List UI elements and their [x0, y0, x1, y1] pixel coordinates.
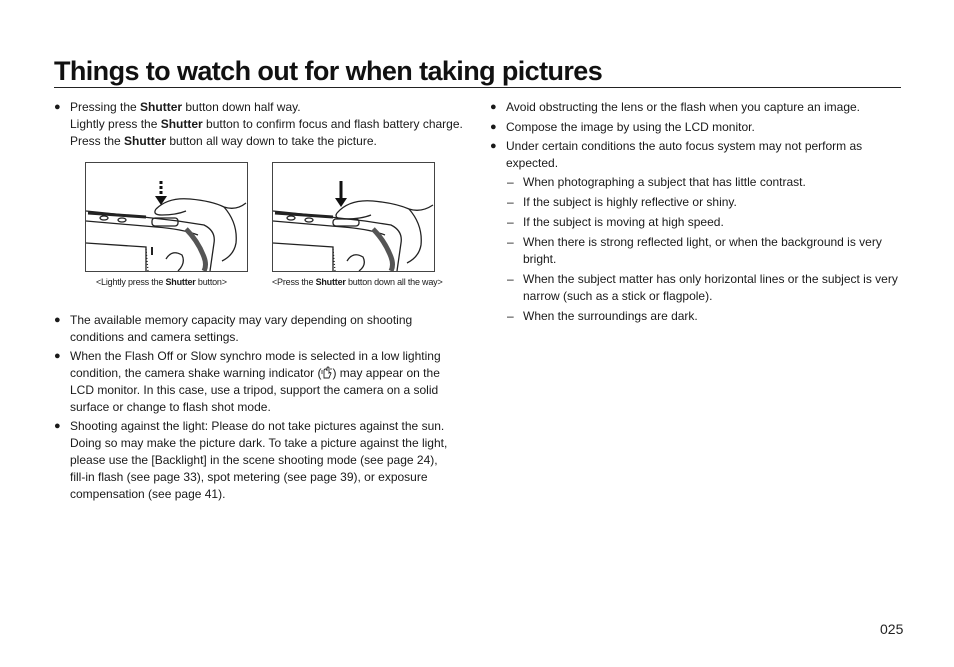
bullet: ● [490, 121, 497, 133]
left-column [54, 99, 474, 150]
flash-item [54, 348, 454, 416]
arrow-down-dashed-icon [155, 181, 167, 205]
bullet-item [490, 119, 902, 136]
bullet-text: Avoid obstructing the lens or the flash when you capture an image. [506, 100, 860, 114]
full-press-illustration [272, 162, 435, 272]
shutter-item [54, 99, 474, 150]
half-press-illustration [85, 162, 248, 272]
sub-item [490, 308, 902, 325]
dash: – [507, 309, 514, 323]
full-press-caption: <Press the Shutter button down all the way> [272, 277, 443, 287]
bullet: ● [54, 101, 61, 113]
sub-item-text: If the subject is moving at high speed. [523, 215, 724, 229]
arrow-down-solid-icon [335, 181, 347, 207]
sub-item [490, 271, 902, 305]
bullet-text: Compose the image by using the LCD monitor. [506, 120, 755, 134]
camera-hand-half-press [86, 163, 247, 271]
sub-item [490, 174, 902, 191]
flash-text-start: When the Flash Off or Slow synchro mode is selected in a low lighting condition, the camera shake warning indicator ( [70, 349, 441, 380]
bullet: ● [54, 350, 61, 362]
memory-item [54, 312, 454, 346]
dash: – [507, 235, 514, 249]
bullet-item [490, 138, 902, 172]
sub-item-text: If the subject is highly reflective or shiny. [523, 195, 737, 209]
page-number: 025 [880, 621, 904, 637]
sub-item-text: When photographing a subject that has little contrast. [523, 175, 806, 189]
bullet: ● [54, 420, 61, 432]
dash: – [507, 195, 514, 209]
sub-item [490, 214, 902, 231]
backlight-text: Shooting against the light: Please do not take pictures against the sun. Doing so may make the picture dark. To take a picture against the light, please use the [Backlight] in the scene shooting mode (see page 24), fill-in flash (see page 33), spot metering (see page 39), or exposure compensation (see page 41). [70, 419, 448, 501]
memory-text: The available memory capacity may vary depending on shooting conditions and camera settings. [70, 313, 413, 344]
right-column [490, 99, 902, 325]
title-rule [54, 87, 901, 88]
page-title: Things to watch out for when taking pictures [54, 56, 603, 86]
shutter-line-2: Lightly press the Shutter button to confirm focus and flash battery charge. [70, 117, 463, 131]
flash-text-end: ) may appear on the LCD monitor. In this case, use a tripod, support the camera on a solid surface or change to flash shot mode. [70, 366, 440, 414]
camera-shake-icon [321, 366, 332, 379]
bullet-text: Under certain conditions the auto focus system may not perform as expected. [506, 139, 863, 170]
bullet: ● [490, 140, 497, 152]
sub-item [490, 194, 902, 211]
half-press-caption: <Lightly press the Shutter button> [96, 277, 227, 287]
sub-item-text: When the subject matter has only horizontal lines or the subject is very narrow (such as a stick or flagpole). [523, 272, 898, 303]
backlight-item [54, 418, 454, 503]
camera-hand-full-press [273, 163, 434, 271]
sub-item-text: When there is strong reflected light, or when the background is very bright. [523, 235, 882, 266]
dash: – [507, 272, 514, 286]
dash: – [507, 215, 514, 229]
bullet: ● [490, 101, 497, 113]
bullet: ● [54, 314, 61, 326]
sub-item-text: When the surroundings are dark. [523, 309, 698, 323]
shutter-line-3: Press the Shutter button all way down to take the picture. [70, 134, 377, 148]
sub-item [490, 234, 902, 268]
dash: – [507, 175, 514, 189]
left-column-lower [54, 312, 454, 503]
bullet-item [490, 99, 902, 116]
shutter-line-1: Pressing the Shutter button down half way. [70, 100, 301, 114]
